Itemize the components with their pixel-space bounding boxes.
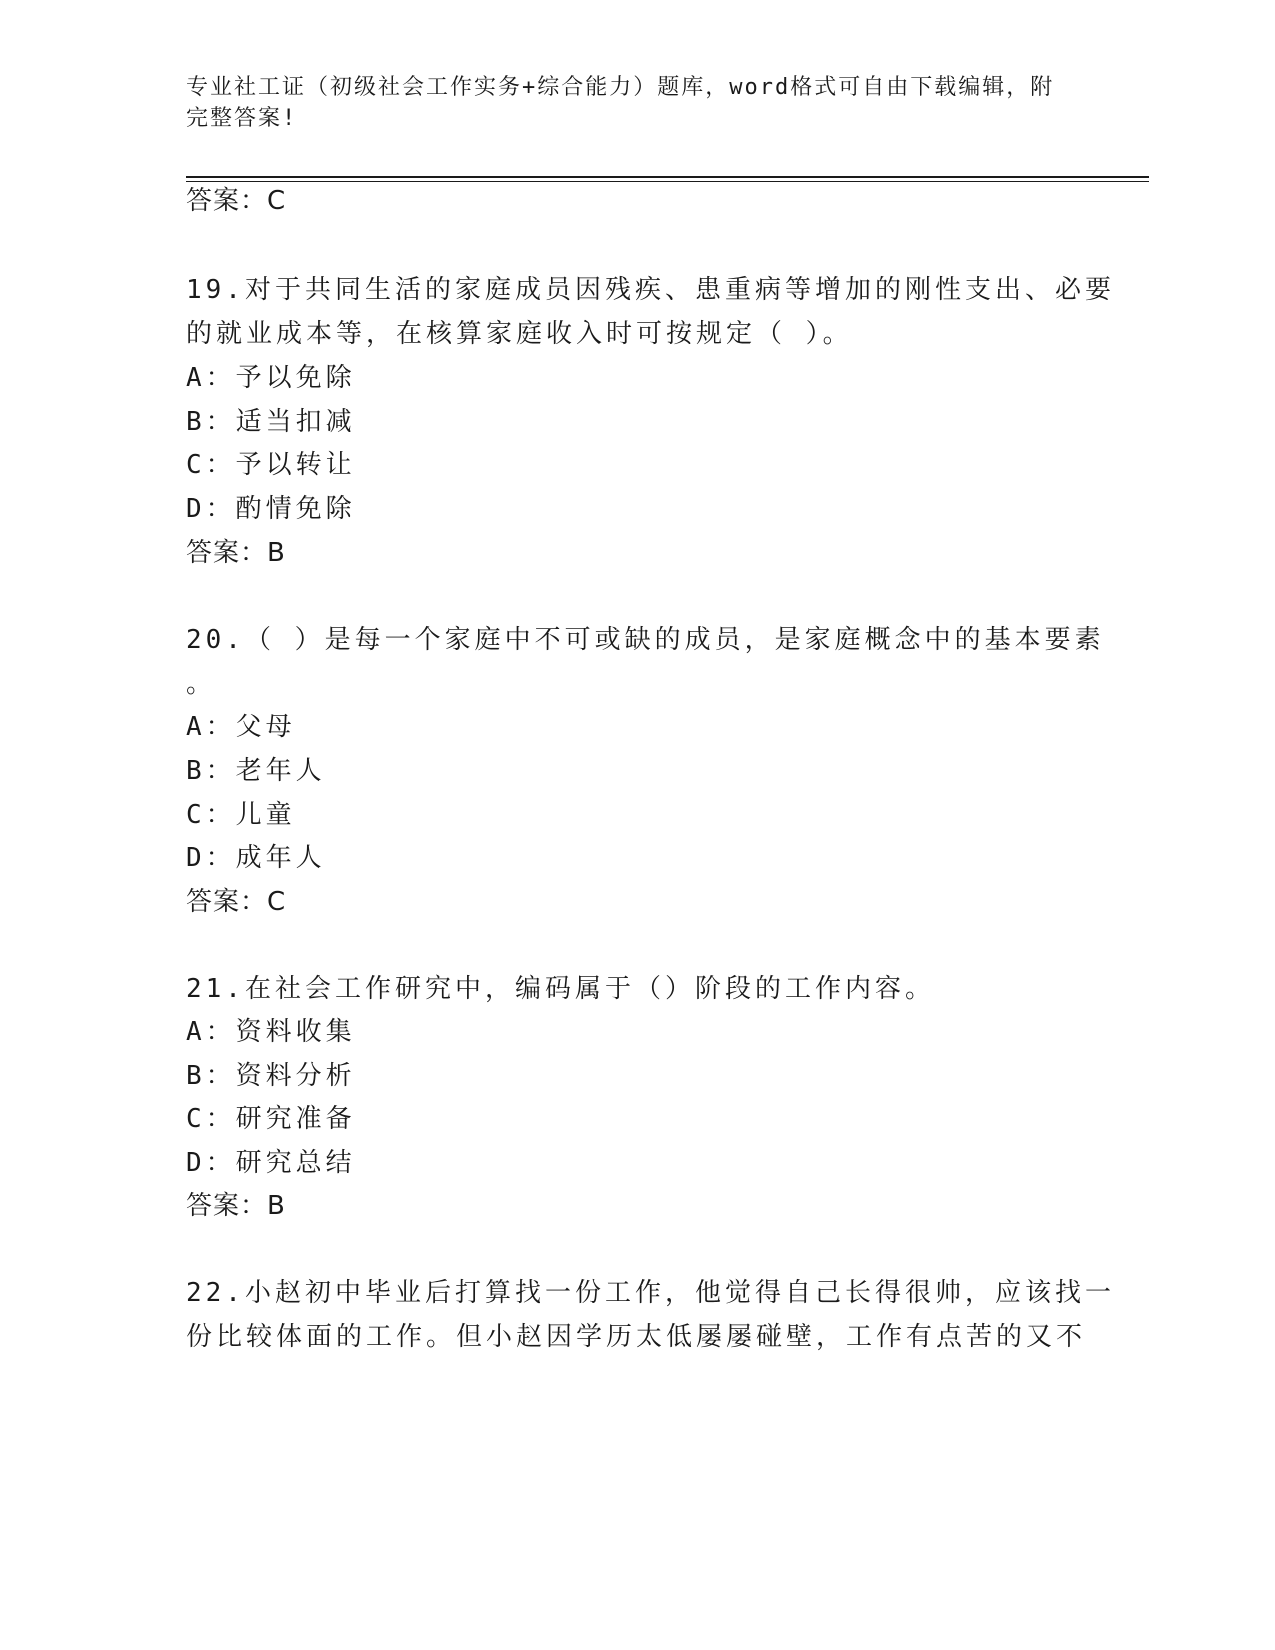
- question-20-option-c: C：儿童: [186, 800, 296, 830]
- question-20-answer: 答案：C: [186, 887, 287, 917]
- previous-answer: 答案：C: [186, 186, 287, 216]
- question-20-stem-line-2: 。: [186, 669, 217, 699]
- question-21-option-b: B：资料分析: [186, 1061, 356, 1091]
- question-22-stem-line-2: 份比较体面的工作。但小赵因学历太低屡屡碰壁，工作有点苦的又不: [186, 1322, 1087, 1352]
- question-21-option-a: A：资料收集: [186, 1017, 356, 1047]
- question-19-option-d: D：酌情免除: [186, 494, 356, 524]
- question-19-answer: 答案：B: [186, 538, 286, 568]
- question-20-option-b: B：老年人: [186, 756, 326, 786]
- document-header: [186, 72, 1086, 134]
- question-21-option-c: C：研究准备: [186, 1104, 356, 1134]
- header-divider: [186, 176, 1149, 178]
- question-20-option-a: A：父母: [186, 712, 296, 742]
- question-19-stem-line-2: 的就业成本等，在核算家庭收入时可按规定（ ）。: [186, 319, 853, 349]
- question-21-option-d: D：研究总结: [186, 1148, 356, 1178]
- header-line-2: 完整答案!: [186, 106, 298, 131]
- question-21-stem-line-1: 21.在社会工作研究中，编码属于（）阶段的工作内容。: [186, 974, 935, 1004]
- question-21-answer: 答案：B: [186, 1191, 286, 1221]
- header-line-1: 专业社工证（初级社会工作实务+综合能力）题库，word格式可自由下载编辑，附: [186, 75, 1055, 100]
- question-19-option-a: A：予以免除: [186, 363, 356, 393]
- question-19-option-b: B：适当扣减: [186, 407, 356, 437]
- question-20-stem-line-1: 20.（ ）是每一个家庭中不可或缺的成员，是家庭概念中的基本要素: [186, 625, 1105, 655]
- question-19-option-c: C：予以转让: [186, 450, 356, 480]
- header-divider-thin: [186, 181, 1149, 182]
- question-19-stem-line-1: 19.对于共同生活的家庭成员因残疾、患重病等增加的刚性支出、必要: [186, 275, 1115, 305]
- question-20-option-d: D：成年人: [186, 843, 326, 873]
- question-22-stem-line-1: 22.小赵初中毕业后打算找一份工作，他觉得自己长得很帅，应该找一: [186, 1278, 1115, 1308]
